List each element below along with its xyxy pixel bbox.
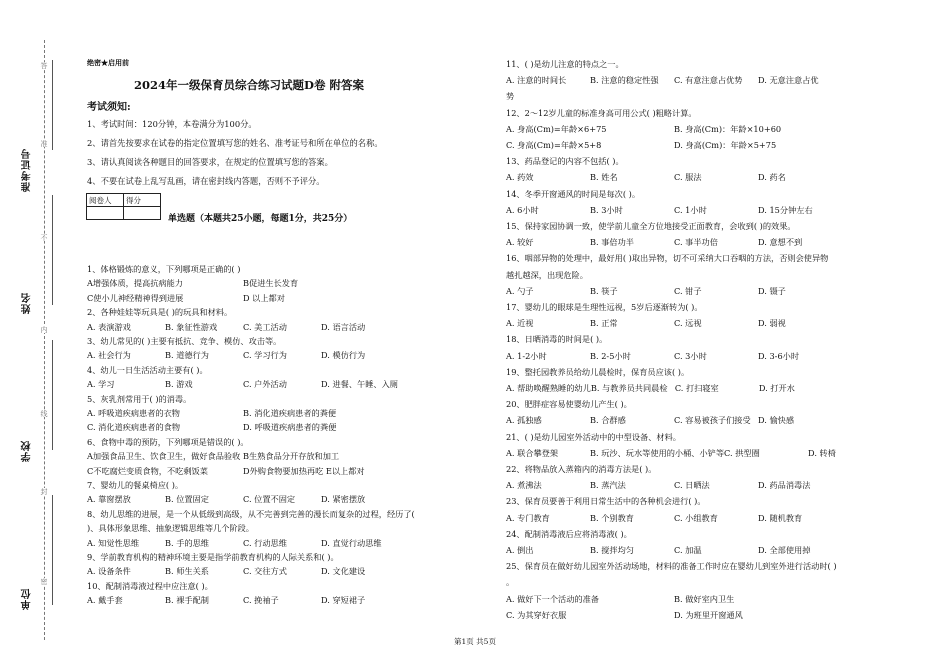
label-unit: 单位 (22, 588, 33, 610)
question-text (506, 189, 640, 200)
option-row (87, 293, 285, 304)
fill-line (52, 60, 53, 150)
question-stem: 势 (506, 91, 515, 102)
question-stem: 7、婴幼儿的餐桌椅应( )。 (87, 480, 184, 490)
answer-option: A. 身高(Cm)=年龄×6+75 (506, 123, 607, 134)
section-heading: 单选题（本题共25小题，每题1分，共25分） (168, 214, 353, 224)
question-text (87, 523, 254, 534)
score-table-score: 得分 (124, 194, 161, 207)
answer-option: C使小儿神经精神得到进展 (87, 292, 184, 303)
question-text (87, 552, 339, 563)
question-text (506, 59, 624, 70)
answer-option: B. 个别教育 (590, 512, 634, 523)
answer-option: B. 裸手配制 (165, 595, 209, 606)
answer-option: C. 打扫寝室 (674, 383, 719, 393)
option-row (87, 451, 339, 462)
fill-line (52, 495, 53, 605)
question-stem: )、具体形象思维、抽象逻辑思维等几个阶段。 (87, 523, 254, 534)
answer-option: A. 专门教育 (506, 512, 550, 523)
answer-option: B. 道德行为 (165, 350, 209, 361)
answer-option: A. 孤独感 (506, 415, 542, 426)
answer-option: A增强体质，提高抗病能力 (87, 278, 183, 289)
answer-option: A. 呼吸道疾病患者的衣物 (87, 408, 180, 418)
answer-option: C. 交往方式 (243, 566, 287, 577)
option-row (87, 422, 336, 433)
question-stem: 越扎越深，出现危险。 (506, 269, 588, 280)
answer-option: C. 消化道疾病患者的食物 (87, 422, 181, 433)
seal-mark: 密 (40, 578, 48, 585)
answer-option: D外购食物要加热再吃 E以上都对 (243, 465, 365, 476)
answer-option: C. 事半功倍 (674, 237, 718, 248)
answer-option: C. 3小时 (674, 350, 707, 361)
option-row (506, 480, 810, 491)
option-row (87, 538, 382, 549)
answer-option: D. 愉快感 (758, 415, 795, 426)
question-text (506, 577, 514, 588)
option-row (506, 610, 743, 621)
option-row (506, 140, 776, 151)
answer-option: D. 弱视 (758, 318, 786, 329)
answer-option: A. 药效 (506, 172, 534, 183)
answer-option: A. 近视 (506, 318, 534, 329)
option-row (506, 124, 781, 135)
answer-option: A. 1-2小时 (506, 350, 547, 361)
question-text (87, 336, 281, 347)
answer-option: C. 加温 (674, 545, 702, 555)
answer-option: C. 学习行为 (243, 350, 287, 361)
question-stem: 25、保育员在做好幼儿园室外活动场地，材料的准备工作时应在婴幼儿到室外进行活动时( ) (506, 561, 837, 572)
question-stem: 21、( )是幼儿园室外活动中的中型设备、材料。 (506, 431, 681, 442)
question-stem: 22、将物品放入蒸箱内的消毒方法是( )。 (506, 464, 657, 474)
option-row (506, 415, 794, 426)
question-text (506, 270, 588, 281)
question-text (506, 399, 632, 410)
option-row (506, 205, 813, 216)
question-stem: 16、咽部异物的处理中，最好用( )取出异物，切不可采纳大口吞咽的方法，否则会使异物 (506, 253, 829, 264)
answer-option: B. 2-5小时 (590, 350, 631, 361)
question-stem: 15、保持家园协调一致，使学前儿童全方位地接受正面教育，会收到( )的效果。 (506, 221, 796, 231)
answer-option: D. 穿短裙子 (321, 595, 366, 606)
question-stem: 8、幼儿思维的进展，是一个从低级到高级，从不完善到完善的漫长而复杂的过程，经历了( (87, 508, 415, 519)
question-stem: 13、药品登记的内容不包括( )。 (506, 156, 624, 167)
seal-mark: 封 (40, 488, 48, 495)
question-text (506, 367, 689, 378)
answer-option: B促进生长发育 (243, 278, 299, 289)
answer-option: D. 药名 (758, 172, 786, 183)
option-row (87, 379, 398, 390)
answer-option: C. 远视 (674, 318, 702, 329)
option-row (506, 545, 810, 556)
answer-option: B. 位置固定 (165, 494, 209, 505)
answer-option: D. 无意注意占优 (758, 75, 819, 86)
answer-option: A. 戴手套 (87, 595, 123, 606)
question-stem: 10、配制消毒液过程中应注意( )。 (87, 580, 213, 591)
question-stem: 5、灰乳剂常用于( )的消毒。 (87, 393, 192, 404)
answer-option: C. 户外活动 (243, 379, 287, 390)
label-name: 姓名 (22, 292, 33, 314)
answer-option: D. 文化建设 (321, 566, 366, 577)
notice-heading: 考试须知: (87, 102, 131, 113)
option-row (87, 408, 336, 419)
question-text (87, 437, 249, 448)
notice-item: 2、请首先按要求在试卷的指定位置填写您的姓名、准考证号和所在单位的名称。 (87, 138, 383, 148)
answer-option: C. 1小时 (674, 204, 707, 215)
answer-option: A. 注意的时间长 (506, 75, 567, 86)
answer-option: A. 学习 (87, 379, 115, 390)
question-stem: 11、( )是幼儿注意的特点之一。 (506, 59, 624, 69)
question-stem: 14、冬季开窗通风的时间是每次( )。 (506, 188, 641, 199)
question-text (87, 581, 213, 592)
question-text (506, 464, 656, 475)
option-row (506, 172, 786, 183)
answer-option: B. 合群感 (590, 415, 626, 426)
seal-mark: 答 (40, 62, 48, 69)
question-text (87, 480, 183, 491)
seal-line (44, 40, 45, 640)
answer-option: B. 手的思维 (165, 537, 209, 548)
answer-option: D. 模仿行为 (321, 350, 366, 361)
answer-option: A. 设备条件 (87, 566, 131, 577)
answer-option: B. 游戏 (165, 379, 193, 390)
question-text (506, 156, 624, 167)
notice-item: 1、考试时间：120分钟，本卷满分为100分。 (87, 119, 257, 129)
notice-item: 4、不要在试卷上乱写乱画，请在密封线内答题，否则不予评分。 (87, 176, 325, 186)
answer-option: A. 表演游戏 (87, 321, 131, 332)
answer-option: B. 玩沙、玩水等使用的小桶、小铲等 (590, 447, 725, 458)
page-title: 2024年一级保育员综合练习试题D卷 附答案 (134, 78, 364, 92)
option-row (87, 466, 365, 477)
question-text (506, 561, 837, 572)
question-text (87, 264, 240, 275)
answer-option: D. 转椅 (808, 447, 836, 458)
option-row (87, 494, 365, 505)
question-stem: 18、日晒消毒的时间是( )。 (506, 334, 608, 345)
answer-option: B. 师生关系 (165, 566, 209, 577)
answer-option: A. 6小时 (506, 204, 539, 215)
answer-option: D. 15分钟左右 (758, 204, 813, 215)
answer-option: A. 倒出 (506, 545, 534, 555)
answer-option: C. 挽袖子 (243, 595, 279, 606)
option-row (87, 566, 365, 577)
answer-option: C. 为其穿好衣服 (506, 609, 567, 620)
question-text (506, 302, 703, 313)
answer-option: D. 身高(Cm)：年龄×5+75 (674, 140, 777, 150)
answer-option: A. 社会行为 (87, 350, 131, 361)
option-row (506, 237, 802, 248)
seal-mark: 准 (40, 140, 48, 147)
question-text (506, 253, 828, 264)
answer-option: D. 紧密摆放 (321, 494, 366, 505)
answer-option: C. 拱型圈 (724, 447, 760, 458)
option-row (506, 286, 786, 297)
option-row (506, 448, 836, 459)
fill-line (52, 340, 53, 450)
score-table (86, 193, 161, 220)
question-text (506, 334, 607, 345)
option-row (506, 513, 802, 524)
question-text (506, 91, 514, 102)
option-row (87, 595, 365, 606)
question-text (506, 221, 796, 232)
question-text (506, 432, 681, 443)
answer-option: A. 联合攀登架 (506, 447, 559, 458)
question-text (87, 365, 208, 376)
question-text (506, 529, 632, 540)
answer-option: B. 消化道疾病患者的粪便 (243, 408, 337, 418)
seal-mark: 线 (40, 410, 48, 417)
answer-option: C. 有意注意占优势 (674, 75, 743, 86)
option-row (506, 383, 795, 394)
answer-option: A. 勺子 (506, 285, 534, 296)
question-stem: 12、2～12岁儿童的标准身高可用公式( )粗略计算。 (506, 107, 697, 118)
score-table-reviewer: 阅卷人 (87, 194, 124, 207)
answer-option: C. 容易被孩子们接受 (674, 415, 751, 426)
option-row (87, 278, 298, 289)
option-row (87, 350, 365, 361)
question-stem: 2、各种娃娃等玩具是( )的玩具和材料。 (87, 307, 233, 318)
score-table-cell[interactable] (87, 207, 124, 220)
label-exam-number: 准考证号 (22, 148, 33, 192)
option-row (506, 75, 819, 86)
answer-option: C. 美工活动 (243, 321, 287, 332)
answer-option: C. 小组教育 (674, 512, 718, 523)
answer-option: A. 做好下一个活动的准备 (506, 593, 599, 604)
answer-option: D. 随机教育 (758, 512, 803, 523)
answer-option: B. 做好室内卫生 (674, 593, 735, 604)
fill-line (52, 195, 53, 305)
option-row (506, 351, 799, 362)
answer-option: A. 较好 (506, 237, 534, 248)
answer-option: A. 帮助唤醒熟睡的幼儿 (506, 383, 591, 393)
answer-option: A. 煮沸法 (506, 480, 542, 491)
question-stem: 6、食物中毒的预防，下列哪项是错误的( )。 (87, 436, 249, 447)
answer-option: D. 为班里开窗通风 (674, 609, 743, 620)
answer-option: D. 意想不到 (758, 237, 803, 248)
answer-option: B. 身高(Cm)：年龄×10+60 (674, 123, 782, 134)
answer-option: A. 靠窗摆放 (87, 494, 131, 505)
answer-option: B生熟食品分开存放和加工 (243, 451, 340, 462)
answer-option: C. 行动思维 (243, 537, 287, 548)
answer-option: C. 日晒法 (674, 480, 710, 491)
answer-option: B. 姓名 (590, 172, 618, 183)
answer-option: C. 服法 (674, 172, 702, 183)
answer-option: D. 3-6小时 (758, 350, 800, 361)
answer-option: B. 蒸汽法 (590, 480, 626, 491)
answer-option: D 以上都对 (243, 292, 285, 303)
question-text (506, 496, 706, 507)
answer-option: B. 筷子 (590, 285, 618, 296)
question-stem: 。 (506, 577, 515, 588)
secret-label: 绝密★启用前 (87, 58, 129, 67)
answer-option: C不吃腐烂变质食物，不吃剩饭菜 (87, 465, 208, 476)
answer-option: D. 语言活动 (321, 321, 366, 332)
answer-option: B. 象征性游戏 (165, 321, 218, 332)
seal-mark: 不 (40, 234, 48, 241)
answer-option: A. 知觉性思维 (87, 537, 140, 548)
question-stem: 4、幼儿一日生活活动主要有( )。 (87, 364, 208, 375)
answer-option: B. 3小时 (590, 204, 623, 215)
option-row (506, 318, 786, 329)
question-stem: 17、婴幼儿的眼球是生理性远视，5岁后逐渐转为( )。 (506, 302, 703, 312)
answer-option: D. 进餐、午睡、入厕 (321, 379, 398, 390)
question-stem: 20、肥胖症容易使婴幼儿产生( )。 (506, 399, 632, 410)
answer-option: C. 位置不固定 (243, 494, 296, 505)
answer-option: B. 正常 (590, 318, 618, 329)
answer-option: B. 事倍功半 (590, 237, 634, 248)
binding-margin (0, 0, 60, 671)
question-stem: 3、幼儿常见的( )主要有抵抗、竞争、模仿、攻击等。 (87, 336, 282, 346)
question-stem: 9、学前教育机构的精神环境主要是指学前教育机构的人际关系和( )。 (87, 552, 339, 562)
answer-option: B. 注意的稳定性强 (590, 75, 659, 86)
score-table-cell[interactable] (124, 207, 161, 220)
question-stem: 1、体格锻炼的意义，下列哪项是正确的( ) (87, 264, 241, 274)
label-school: 学校 (22, 440, 33, 462)
answer-option: B. 搅拌均匀 (590, 545, 634, 555)
answer-option: D. 呼吸道疾病患者的粪便 (243, 422, 337, 433)
answer-option: D. 药品消毒法 (758, 480, 811, 491)
question-stem: 23、保育员要善于利用日常生活中的各种机会进行( )。 (506, 496, 706, 507)
question-text (87, 307, 232, 318)
question-text (87, 509, 415, 520)
seal-mark: 内 (40, 326, 48, 333)
answer-option: D. 直觉行动思维 (321, 537, 382, 548)
answer-option: D. 打开水 (758, 383, 795, 393)
question-text (87, 394, 191, 405)
answer-option: D. 镊子 (758, 285, 786, 296)
page-footer: 第1页 共5页 (454, 637, 496, 646)
answer-option: C. 身高(Cm)=年龄×5+8 (506, 140, 602, 150)
question-stem: 19、整托园教养员给幼儿晨检时，保育员应该( )。 (506, 366, 690, 377)
notice-item: 3、请认真阅读各种题目的回答要求，在规定的位置填写您的答案。 (87, 157, 333, 167)
answer-option: B. 与教养员共同晨检 (590, 383, 668, 393)
question-text (506, 108, 697, 119)
answer-option: D. 全部使用掉 (758, 545, 811, 555)
answer-option: A加强食品卫生、饮食卫生，做好食品验收 (87, 451, 241, 462)
option-row (506, 594, 734, 605)
option-row (87, 322, 365, 333)
question-stem: 24、配制消毒液后应将消毒液( )。 (506, 528, 632, 539)
answer-option: C. 钳子 (674, 285, 702, 296)
